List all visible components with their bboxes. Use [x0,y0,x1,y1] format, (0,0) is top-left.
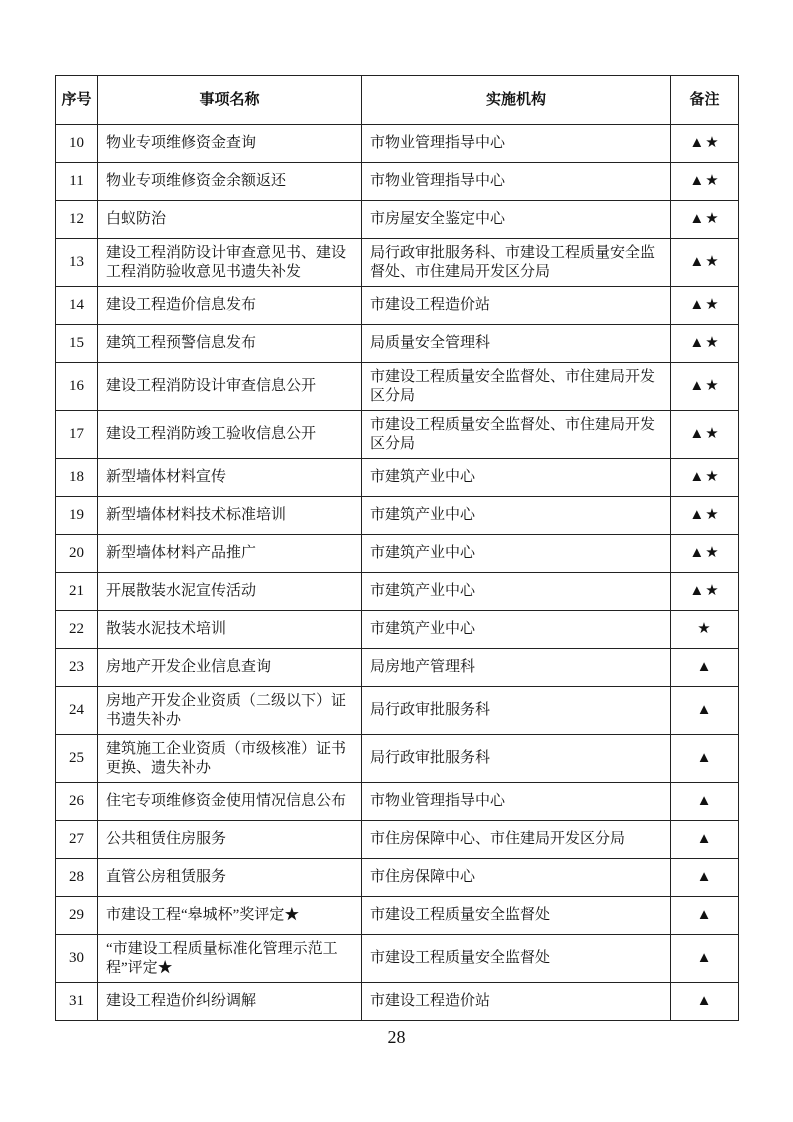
row-num: 29 [56,897,98,935]
row-org: 市建设工程质量安全监督处 [362,935,671,983]
row-note: ▲★ [671,239,739,287]
row-num: 22 [56,611,98,649]
row-num: 23 [56,649,98,687]
services-table [55,75,739,1021]
table-row [56,783,739,821]
row-org: 市房屋安全鉴定中心 [362,201,671,239]
table-row [56,535,739,573]
table-row [56,821,739,859]
row-note: ▲★ [671,459,739,497]
row-note: ▲ [671,897,739,935]
row-note: ▲★ [671,325,739,363]
row-note: ▲★ [671,497,739,535]
row-name: 新型墙体材料技术标准培训 [98,497,362,535]
row-org: 市建设工程造价站 [362,983,671,1021]
row-num: 21 [56,573,98,611]
table-row [56,239,739,287]
row-org: 市物业管理指导中心 [362,783,671,821]
row-name: 建设工程消防设计审查意见书、建设工程消防验收意见书遗失补发 [98,239,362,287]
row-note: ▲★ [671,125,739,163]
header-note: 备注 [671,76,739,125]
row-note: ▲ [671,649,739,687]
row-org: 市建设工程质量安全监督处 [362,897,671,935]
row-name: 房地产开发企业信息查询 [98,649,362,687]
table-row [56,363,739,411]
row-name: 公共租赁住房服务 [98,821,362,859]
table-row [56,163,739,201]
row-note: ▲ [671,687,739,735]
table-row [56,497,739,535]
row-name: 散装水泥技术培训 [98,611,362,649]
row-num: 10 [56,125,98,163]
table-row [56,201,739,239]
row-name: 建筑施工企业资质（市级核准）证书更换、遗失补办 [98,735,362,783]
table-row [56,983,739,1021]
row-note: ★ [671,611,739,649]
header-org: 实施机构 [362,76,671,125]
row-num: 27 [56,821,98,859]
row-name: 新型墙体材料产品推广 [98,535,362,573]
row-org: 市建设工程质量安全监督处、市住建局开发区分局 [362,363,671,411]
row-num: 30 [56,935,98,983]
row-org: 市住房保障中心、市住建局开发区分局 [362,821,671,859]
row-org: 市物业管理指导中心 [362,125,671,163]
table-header-row [56,76,739,125]
row-num: 19 [56,497,98,535]
row-name: 物业专项维修资金余额返还 [98,163,362,201]
row-name: 市建设工程“皋城杯”奖评定★ [98,897,362,935]
row-name: 白蚁防治 [98,201,362,239]
table-row [56,935,739,983]
row-note: ▲★ [671,163,739,201]
row-num: 17 [56,411,98,459]
table-row [56,459,739,497]
row-name: “市建设工程质量标准化管理示范工程”评定★ [98,935,362,983]
row-name: 开展散装水泥宣传活动 [98,573,362,611]
row-num: 13 [56,239,98,287]
row-num: 11 [56,163,98,201]
row-name: 房地产开发企业资质（二级以下）证书遗失补办 [98,687,362,735]
row-name: 住宅专项维修资金使用情况信息公布 [98,783,362,821]
row-note: ▲★ [671,573,739,611]
row-org: 市建筑产业中心 [362,459,671,497]
row-note: ▲★ [671,201,739,239]
header-name: 事项名称 [98,76,362,125]
row-note: ▲★ [671,287,739,325]
row-org: 局行政审批服务科 [362,687,671,735]
row-num: 18 [56,459,98,497]
row-org: 局行政审批服务科 [362,735,671,783]
row-note: ▲★ [671,363,739,411]
row-num: 26 [56,783,98,821]
row-num: 15 [56,325,98,363]
row-name: 直管公房租赁服务 [98,859,362,897]
table-row [56,859,739,897]
table-row [56,125,739,163]
row-org: 市建筑产业中心 [362,497,671,535]
row-org: 市建筑产业中心 [362,535,671,573]
row-org: 市住房保障中心 [362,859,671,897]
row-num: 25 [56,735,98,783]
row-org: 市物业管理指导中心 [362,163,671,201]
row-org: 市建设工程质量安全监督处、市住建局开发区分局 [362,411,671,459]
row-org: 局质量安全管理科 [362,325,671,363]
table-body [56,125,739,1021]
table-row [56,573,739,611]
table-row [56,325,739,363]
table-row [56,687,739,735]
row-name: 新型墙体材料宣传 [98,459,362,497]
table-row [56,287,739,325]
row-name: 建设工程造价纠纷调解 [98,983,362,1021]
row-num: 24 [56,687,98,735]
row-note: ▲ [671,735,739,783]
row-org: 市建设工程造价站 [362,287,671,325]
row-num: 14 [56,287,98,325]
row-note: ▲ [671,859,739,897]
header-num: 序号 [56,76,98,125]
row-name: 建设工程消防竣工验收信息公开 [98,411,362,459]
row-num: 12 [56,201,98,239]
table-row [56,611,739,649]
table-row [56,897,739,935]
row-org: 市建筑产业中心 [362,573,671,611]
row-name: 建设工程消防设计审查信息公开 [98,363,362,411]
table-row [56,735,739,783]
row-name: 物业专项维修资金查询 [98,125,362,163]
table-row [56,649,739,687]
row-num: 28 [56,859,98,897]
table-row [56,411,739,459]
row-note: ▲ [671,983,739,1021]
row-org: 市建筑产业中心 [362,611,671,649]
row-num: 20 [56,535,98,573]
page-number: 28 [387,1027,406,1047]
row-note: ▲★ [671,411,739,459]
row-note: ▲★ [671,535,739,573]
row-name: 建设工程造价信息发布 [98,287,362,325]
row-note: ▲ [671,821,739,859]
row-note: ▲ [671,935,739,983]
row-num: 16 [56,363,98,411]
row-name: 建筑工程预警信息发布 [98,325,362,363]
row-org: 局房地产管理科 [362,649,671,687]
row-org: 局行政审批服务科、市建设工程质量安全监督处、市住建局开发区分局 [362,239,671,287]
row-note: ▲ [671,783,739,821]
row-num: 31 [56,983,98,1021]
